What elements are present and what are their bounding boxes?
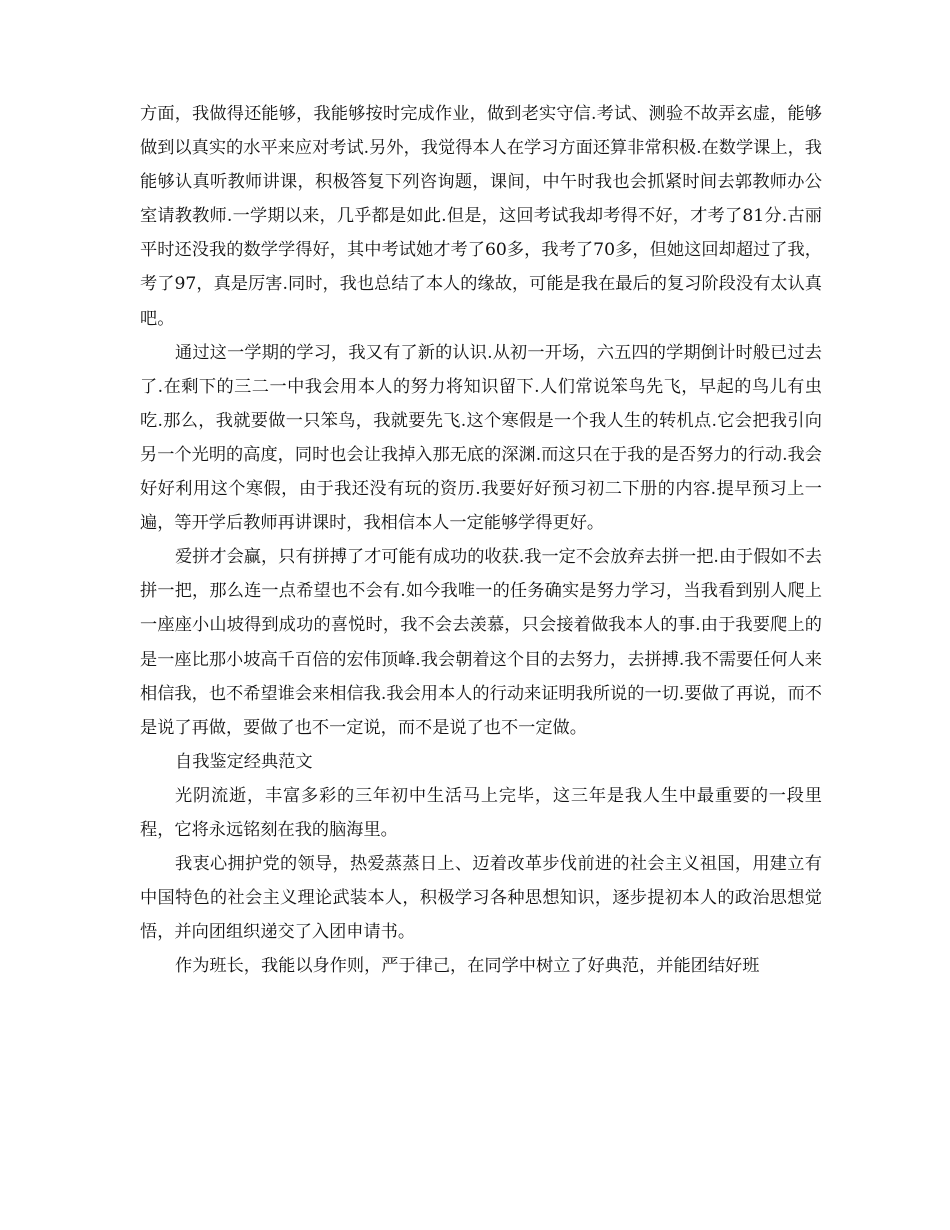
section-paragraph-2: 我衷心拥护党的领导，热爱蒸蒸日上、迈着改革步伐前进的社会主义祖国，用建立有中国特色的社会主义理论武装本人，积极学习各种思想知识，逐步提初本人的政治思想觉悟，并向团组织递交了入团申请书。 <box>140 854 822 943</box>
section-paragraph-1: 光阴流逝，丰富多彩的三年初中生活马上完毕，这三年是我人生中最重要的一段里程，它将永远铭刻在我的脑海里。 <box>140 785 822 840</box>
paragraph-3: 爱拼才会赢，只有拼搏了才可能有成功的收获.我一定不会放弃去拼一把.由于假如不去拼一把，那么连一点希望也不会有.如今我唯一的任务确实是努力学习，当我看到别人爬上一座座小山坡得到成功的喜悦时，我不会去羡慕，只会接着做我本人的事.由于我要爬上的是一座比那小坡高千百倍的宏伟顶峰.我会朝着这个目的去努力，去拼搏.我不需要任何人来相信我，也不希望谁会来相信我.我会用本人的行动来证明我所说的一切.要做了再说，而不是说了再做，要做了也不一定说，而不是说了也不一定做。 <box>140 547 822 738</box>
section-title: 自我鉴定经典范文 <box>175 751 313 772</box>
section-paragraph-3: 作为班长，我能以身作则，严于律己，在同学中树立了好典范，并能团结好班 <box>175 956 760 977</box>
paragraph-2: 通过这一学期的学习，我又有了新的认识.从初一开场，六五四的学期倒计时般已过去了.在剩下的三二一中我会用本人的努力将知识留下.人们常说笨鸟先飞，早起的鸟儿有虫吃.那么，我就要做一只笨鸟，我就要先飞.这个寒假是一个我人生的转机点.它会把我引向另一个光明的高度，同时也会让我掉入那无底的深渊.而这只在于我的是否努力的行动.我会好好利用这个寒假，由于我还没有玩的资历.我要好好预习初二下册的内容.提早预习上一遍，等开学后教师再讲课时，我相信本人一定能够学得更好。 <box>140 342 822 534</box>
paragraph-1: 方面，我做得还能够，我能够按时完成作业，做到老实守信.考试、测验不故弄玄虚，能够做到以真实的水平来应对考试.另外，我觉得本人在学习方面还算非常积极.在数学课上，我能够认真听教师讲课，积极答复下列咨询题，课间，中午时我也会抓紧时间去郭教师办公室请教教师.一学期以来，几乎都是如此.但是，这回考试我却考得不好，才考了81分.古丽平时还没我的数学学得好，其中考试她才考了60多，我考了70多，但她这回却超过了我，考了97，真是厉害.同时，我也总结了本人的缘故，可能是我在最后的复习阶段没有太认真吧。 <box>140 104 822 329</box>
